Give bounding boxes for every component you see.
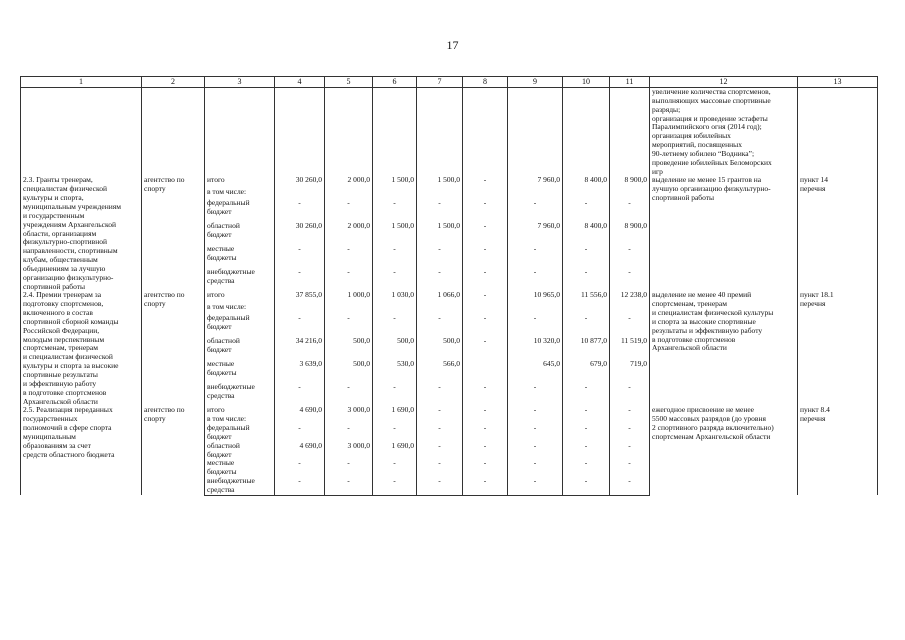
amount-cell: 8 400,0	[563, 176, 610, 187]
amount-cell: -	[417, 245, 463, 268]
column-number-header	[21, 77, 878, 88]
amount-cell: -	[563, 245, 610, 268]
column-number-1: 1	[21, 77, 142, 88]
amount-cell: 1 690,0	[373, 442, 417, 460]
column-number-9: 9	[508, 77, 563, 88]
empty-cell	[508, 88, 563, 177]
amount-cell: -	[417, 314, 463, 337]
column-number-7: 7	[417, 77, 463, 88]
column-number-8: 8	[463, 77, 508, 88]
measure-title: 2.4. Премии тренерам за подготовку спортсменов, включенного в состав спортивной сборной команды Российской Федерации, молодым перспективным спортсменам, тренерам и специалистам физической культуры и спорта за высокие спортивные результаты и эффективную работу в подготовке спортсменов Архангельской области	[21, 291, 142, 406]
table-row	[21, 176, 878, 187]
amount-cell: 2 000,0	[325, 176, 373, 187]
expected-result: ежегодное присвоение не менее 5500 массовых разрядов (до уровня 2 спортивного разряда включительно) спортсменам Архангельской области	[650, 406, 798, 495]
amount-cell: -	[275, 268, 325, 291]
amount-cell: 10 320,0	[508, 337, 563, 360]
amount-cell: -	[325, 314, 373, 337]
amount-cell: 1 690,0	[373, 406, 417, 415]
amount-cell: -	[610, 245, 650, 268]
amount-cell: 1 500,0	[417, 176, 463, 187]
amount-cell: -	[463, 314, 508, 337]
executor: агентство по спорту	[142, 176, 205, 291]
amount-cell: -	[563, 383, 610, 406]
amount-cell: -	[508, 406, 563, 415]
amount-cell: 34 216,0	[275, 337, 325, 360]
program-table	[20, 76, 878, 496]
column-number-11: 11	[610, 77, 650, 88]
empty-cell	[205, 88, 275, 177]
empty-cell	[325, 88, 373, 177]
amount-cell: 500,0	[325, 360, 373, 383]
amount-cell: 500,0	[325, 337, 373, 360]
column-number-4: 4	[275, 77, 325, 88]
amount-cell: -	[325, 424, 373, 442]
amount-cell: 500,0	[373, 337, 417, 360]
amount-cell: -	[463, 291, 508, 302]
amount-cell: -	[325, 383, 373, 406]
amount-cell: -	[275, 424, 325, 442]
amount-cell: 12 238,0	[610, 291, 650, 302]
funding-source-label: внебюджетные средства	[205, 268, 275, 291]
funding-source-label: федеральный бюджет	[205, 199, 275, 222]
continuation-text: увеличение количества спортсменов, выполняющих массовые спортивные разряды; организация и проведение эстафеты Паралимпийского огня (2014 год); организация юбилейных мероприятий, посвященных 90-летнему юбилею “Водника”; проведение юбилейных Беломорских игр	[650, 88, 798, 177]
funding-source-label: областной бюджет	[205, 222, 275, 245]
amount-cell: 3 639,0	[275, 360, 325, 383]
amount-cell: -	[373, 383, 417, 406]
funding-source-label: местные бюджеты	[205, 360, 275, 383]
executor: агентство по спорту	[142, 406, 205, 495]
amount-cell: -	[373, 459, 417, 477]
empty-cell	[610, 88, 650, 177]
amount-cell: -	[463, 268, 508, 291]
amount-cell: -	[417, 459, 463, 477]
amount-cell: 11 519,0	[610, 337, 650, 360]
amount-cell: 1 500,0	[373, 176, 417, 187]
amount-cell: -	[325, 268, 373, 291]
amount-cell: -	[417, 424, 463, 442]
amount-cell: -	[417, 199, 463, 222]
table-body	[21, 88, 878, 496]
amount-cell: -	[563, 199, 610, 222]
amount-cell: 10 965,0	[508, 291, 563, 302]
table-row	[21, 291, 878, 302]
amount-cell: -	[463, 383, 508, 406]
amount-cell: -	[610, 424, 650, 442]
amount-cell: -	[463, 245, 508, 268]
funding-source-label: в том числе:	[205, 303, 275, 314]
funding-source-label: в том числе:	[205, 188, 275, 199]
amount-cell: -	[610, 459, 650, 477]
amount-cell: 30 260,0	[275, 176, 325, 187]
amount-cell: -	[563, 314, 610, 337]
amount-cell: -	[563, 459, 610, 477]
amount-cell: 679,0	[563, 360, 610, 383]
amount-cell: 1 030,0	[373, 291, 417, 302]
amount-cell: -	[508, 245, 563, 268]
amount-cell: -	[563, 406, 610, 415]
column-number-2: 2	[142, 77, 205, 88]
amount-cell: -	[275, 245, 325, 268]
amount-cell: -	[417, 406, 463, 415]
amount-cell: -	[373, 268, 417, 291]
amount-cell: -	[508, 477, 563, 495]
amount-cell: -	[463, 442, 508, 460]
empty-cell	[798, 88, 878, 177]
amount-cell: -	[508, 199, 563, 222]
amount-cell: -	[325, 199, 373, 222]
amount-cell: -	[508, 424, 563, 442]
column-number-5: 5	[325, 77, 373, 88]
column-number-10: 10	[563, 77, 610, 88]
continuation-row	[21, 88, 878, 177]
amount-cell: 566,0	[417, 360, 463, 383]
amount-cell: 4 690,0	[275, 406, 325, 415]
amount-cell: -	[373, 424, 417, 442]
funding-source-label: областной бюджет	[205, 337, 275, 360]
amount-cell: 1 066,0	[417, 291, 463, 302]
amount-cell: -	[275, 477, 325, 495]
empty-cell	[417, 88, 463, 177]
column-number-6: 6	[373, 77, 417, 88]
amount-cell: -	[373, 314, 417, 337]
amount-cell: 30 260,0	[275, 222, 325, 245]
amount-cell: -	[417, 268, 463, 291]
amount-cell: -	[463, 337, 508, 360]
funding-source-label: местные бюджеты	[205, 245, 275, 268]
amount-cell: 1 500,0	[417, 222, 463, 245]
amount-cell: 7 960,0	[508, 176, 563, 187]
amount-cell: 719,0	[610, 360, 650, 383]
measure-title: 2.5. Реализация переданных государственных полномочий в сфере спорта муниципальным образованиям за счет средств областного бюджета	[21, 406, 142, 495]
amount-cell: -	[610, 314, 650, 337]
funding-source-label: итого	[205, 291, 275, 302]
amount-cell: -	[417, 442, 463, 460]
funding-source-label: федеральный бюджет	[205, 424, 275, 442]
amount-cell: 3 000,0	[325, 442, 373, 460]
amount-cell	[463, 360, 508, 383]
amount-cell: 530,0	[373, 360, 417, 383]
funding-source-label: местные бюджеты	[205, 459, 275, 477]
column-number-3: 3	[205, 77, 275, 88]
expected-result: выделение не менее 40 премий спортсменам, тренерам и специалистам физической культуры и спорта за высокие спортивные результаты и эффективную работу в подготовке спортсменов Архангельской области	[650, 291, 798, 406]
page-number: 17	[446, 38, 459, 52]
measure-title: 2.3. Гранты тренерам, специалистам физической культуры и спорта, муниципальным учреждениям и государственным учреждениям Архангельской области, организациям физкультурно-спортивной направленности, спортивным клубам, общественным объединениям за лучшую организацию физкультурно- спортивной работы	[21, 176, 142, 291]
amount-cell: -	[325, 477, 373, 495]
column-number-13: 13	[798, 77, 878, 88]
amount-cell: 1 000,0	[325, 291, 373, 302]
funding-source-label: в том числе:	[205, 415, 275, 424]
amount-cell: -	[463, 459, 508, 477]
amount-cell: 645,0	[508, 360, 563, 383]
amount-cell: -	[508, 268, 563, 291]
empty-cell	[373, 88, 417, 177]
column-number-12: 12	[650, 77, 798, 88]
amount-cell: 4 690,0	[275, 442, 325, 460]
amount-cell: -	[463, 406, 508, 415]
amount-cell: 7 960,0	[508, 222, 563, 245]
amount-cell: -	[610, 383, 650, 406]
reference: пункт 18.1 перечня	[798, 291, 878, 406]
funding-source-label: итого	[205, 176, 275, 187]
amount-cell: -	[508, 459, 563, 477]
funding-source-label: федеральный бюджет	[205, 314, 275, 337]
amount-cell: 8 400,0	[563, 222, 610, 245]
amount-cell: -	[417, 477, 463, 495]
amount-cell: 1 500,0	[373, 222, 417, 245]
amount-cell: 3 000,0	[325, 406, 373, 415]
amount-cell: -	[563, 268, 610, 291]
amount-cell: -	[275, 459, 325, 477]
amount-cell: 8 900,0	[610, 176, 650, 187]
empty-cell	[275, 88, 325, 177]
amount-cell: -	[610, 477, 650, 495]
funding-source-label: внебюджетные средства	[205, 383, 275, 406]
amount-cell: -	[417, 383, 463, 406]
amount-cell: -	[563, 477, 610, 495]
amount-cell: 10 877,0	[563, 337, 610, 360]
amount-cell: -	[463, 424, 508, 442]
funding-source-label: итого	[205, 406, 275, 415]
reference: пункт 8.4 перечня	[798, 406, 878, 495]
amount-cell: -	[373, 245, 417, 268]
amount-cell: -	[610, 406, 650, 415]
amount-cell: -	[325, 459, 373, 477]
amount-cell: -	[463, 477, 508, 495]
amount-cell: -	[463, 199, 508, 222]
empty-cell	[463, 88, 508, 177]
amount-cell: 2 000,0	[325, 222, 373, 245]
empty-cell	[142, 88, 205, 177]
empty-cell	[563, 88, 610, 177]
amount-cell: -	[275, 314, 325, 337]
expected-result: выделение не менее 15 грантов на лучшую организацию физкультурно- спортивной работы	[650, 176, 798, 291]
amount-cell: -	[463, 222, 508, 245]
amount-cell: -	[275, 383, 325, 406]
reference: пункт 14 перечня	[798, 176, 878, 291]
amount-cell: -	[463, 176, 508, 187]
funding-source-label: внебюджетные средства	[205, 477, 275, 495]
amount-cell: -	[325, 245, 373, 268]
funding-source-label: областной бюджет	[205, 442, 275, 460]
amount-cell: 8 900,0	[610, 222, 650, 245]
empty-cell	[21, 88, 142, 177]
amount-cell: 500,0	[417, 337, 463, 360]
amount-cell: -	[508, 314, 563, 337]
amount-cell: -	[610, 268, 650, 291]
amount-cell: 37 855,0	[275, 291, 325, 302]
amount-cell: -	[373, 477, 417, 495]
amount-cell: -	[563, 424, 610, 442]
amount-cell: -	[610, 442, 650, 460]
amount-cell: -	[373, 199, 417, 222]
amount-cell: -	[610, 199, 650, 222]
amount-cell: -	[508, 383, 563, 406]
amount-cell: -	[508, 442, 563, 460]
amount-cell: 11 556,0	[563, 291, 610, 302]
amount-cell: -	[563, 442, 610, 460]
table-row	[21, 406, 878, 415]
executor: агентство по спорту	[142, 291, 205, 406]
amount-cell: -	[275, 199, 325, 222]
